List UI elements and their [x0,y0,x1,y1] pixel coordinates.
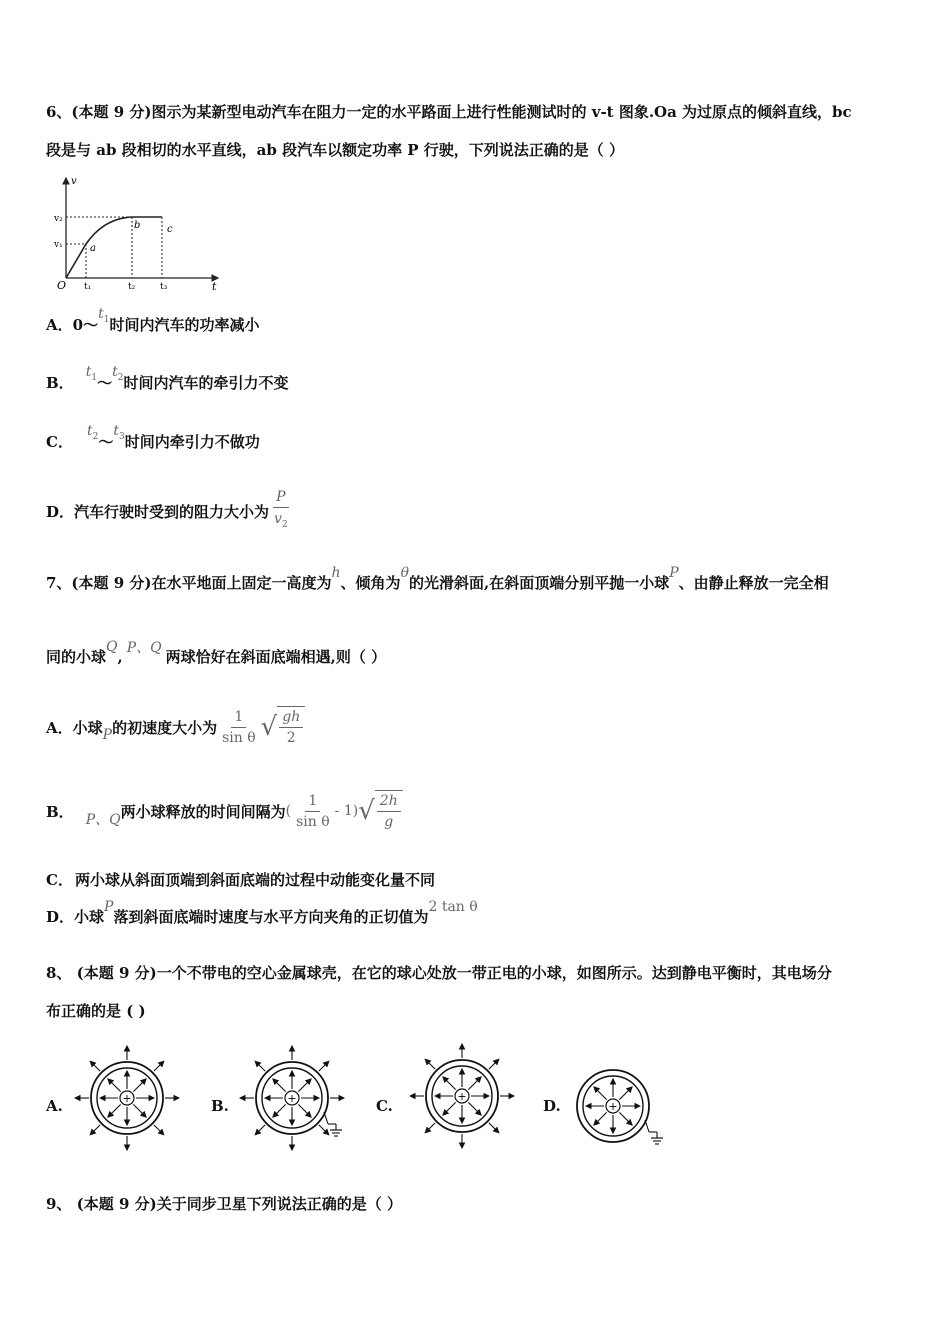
field-line [133,1079,146,1092]
field-line [468,1077,481,1090]
q8-stem-line2: 布正确的是 ( ) [46,1002,146,1020]
point-b-label: b [134,220,141,231]
q6-option-b[interactable]: B． $t_1$ ～ $t_2$ 时间内汽车的牵引力不变 [46,364,289,392]
field-line [489,1123,499,1133]
vt-curve [66,217,162,278]
field-line [619,1112,632,1125]
field-diagram-d [577,1070,663,1144]
field-diagram-c [410,1044,514,1148]
plus-sign: + [457,1090,467,1103]
q8-option-a-label[interactable]: A. [46,1097,63,1115]
field-line [154,1061,164,1071]
q7-option-c[interactable]: C． [46,871,73,889]
field-diagram-b [240,1046,344,1150]
field-line [489,1059,499,1069]
v1-label: v₁ [54,240,63,250]
field-line [443,1077,456,1090]
sqrt-gh-over-2: √ $\frac{gh}{2}$ [261,706,306,748]
q7-option-d[interactable]: D． 小球 P 落到斜面底端时速度与水平方向夹角的正切值为 2 tan θ [46,898,478,926]
q9-stem: 9、 (本题 9 分)关于同步卫星下列说法正确的是（ ） [46,1195,402,1213]
plus-sign: + [287,1092,297,1105]
q6-option-c[interactable]: C． $t_2$ ～ $t_3$ 时间内牵引力不做功 [46,423,260,451]
field-line [108,1104,121,1117]
plus-sign: + [122,1092,132,1105]
field-line [273,1079,286,1092]
q8-option-c-label[interactable]: C. [376,1097,393,1115]
field-line [133,1104,146,1117]
field-line [319,1061,329,1071]
q6-stem-line1: 6、(本题 9 分)图示为某新型电动汽车在阻力一定的水平路面上进行性能测试时的 v-t 图象.Oa 为过原点的倾斜直线，bc [46,103,852,121]
plus-sign: + [608,1100,618,1113]
v2-label: v₂ [54,214,63,224]
field-line [319,1125,329,1135]
q6-stem-line2: 段是与 ab 段相切的水平直线，ab 段汽车以额定功率 P 行驶，下列说法正确的是（ ） [46,141,625,159]
q7-option-a[interactable]: A． 小球 P 的初速度大小为 $\frac{1}{\text{sin θ}}$ √ $\frac{gh}{2}$ [46,706,305,748]
field-line [154,1125,164,1135]
field-line [255,1125,265,1135]
vt-graph [52,172,224,294]
q6-option-d[interactable]: D． 汽车行驶时受到的阻力大小为 $\frac{P}{v_2}$ [46,487,293,535]
point-c-label: c [167,224,173,235]
v-axis-label: v [71,176,77,187]
field-line [425,1123,435,1133]
t1-label: t₁ [84,282,92,292]
q7-option-c-text: 两小球从斜面顶端到斜面底端的过程中动能变化量不同 [75,871,436,889]
q7-stem-line1: 7、(本题 9 分)在水平地面上固定一高度为 h 、倾角为 θ 的光滑斜面,在斜面顶端分别平抛一小球 P 、由静止释放一完全相 [46,564,829,592]
field-line [90,1061,100,1071]
field-line [273,1104,286,1117]
field-line [468,1102,481,1115]
field-line [298,1079,311,1092]
t3-label: t₃ [160,282,168,292]
q8-option-b-label[interactable]: B. [211,1097,229,1115]
q7-stem-line2: 同的小球 Q , P、Q 两球恰好在斜面底端相遇,则（ ） [46,638,387,666]
field-line [443,1102,456,1115]
q8-stem-line1: 8、 (本题 9 分)一个不带电的空心金属球壳，在它的球心处放一带正电的小球，如图所示。达到静电平衡时，其电场分 [46,964,832,982]
field-line [425,1059,435,1069]
q7-option-b[interactable]: B． P、Q 两小球释放的时间间隔为 ( $\frac{1}{\text{sin θ}}$ - 1) √ $\frac{2h}{g}$ [46,790,403,832]
field-line [298,1104,311,1117]
field-line [594,1112,607,1125]
field-diagram-a [75,1046,179,1150]
fraction-p-over-v2: $\frac{P}{v_2}$ [274,489,288,530]
t2-label: t₂ [128,282,136,292]
t-axis-label: t [212,280,217,293]
sqrt-2h-over-g: √ $\frac{2h}{g}$ [358,790,403,832]
q8-option-d-label[interactable]: D. [543,1097,561,1115]
field-line [255,1061,265,1071]
field-line [594,1087,607,1100]
field-line [90,1125,100,1135]
field-line [108,1079,121,1092]
q6-option-a[interactable]: A． 0～ $t_1$ 时间内汽车的功率减小 [46,306,260,334]
field-diagrams [0,1035,950,1165]
origin-label: O [57,279,67,292]
point-a-label: a [90,243,96,254]
field-line [619,1087,632,1100]
